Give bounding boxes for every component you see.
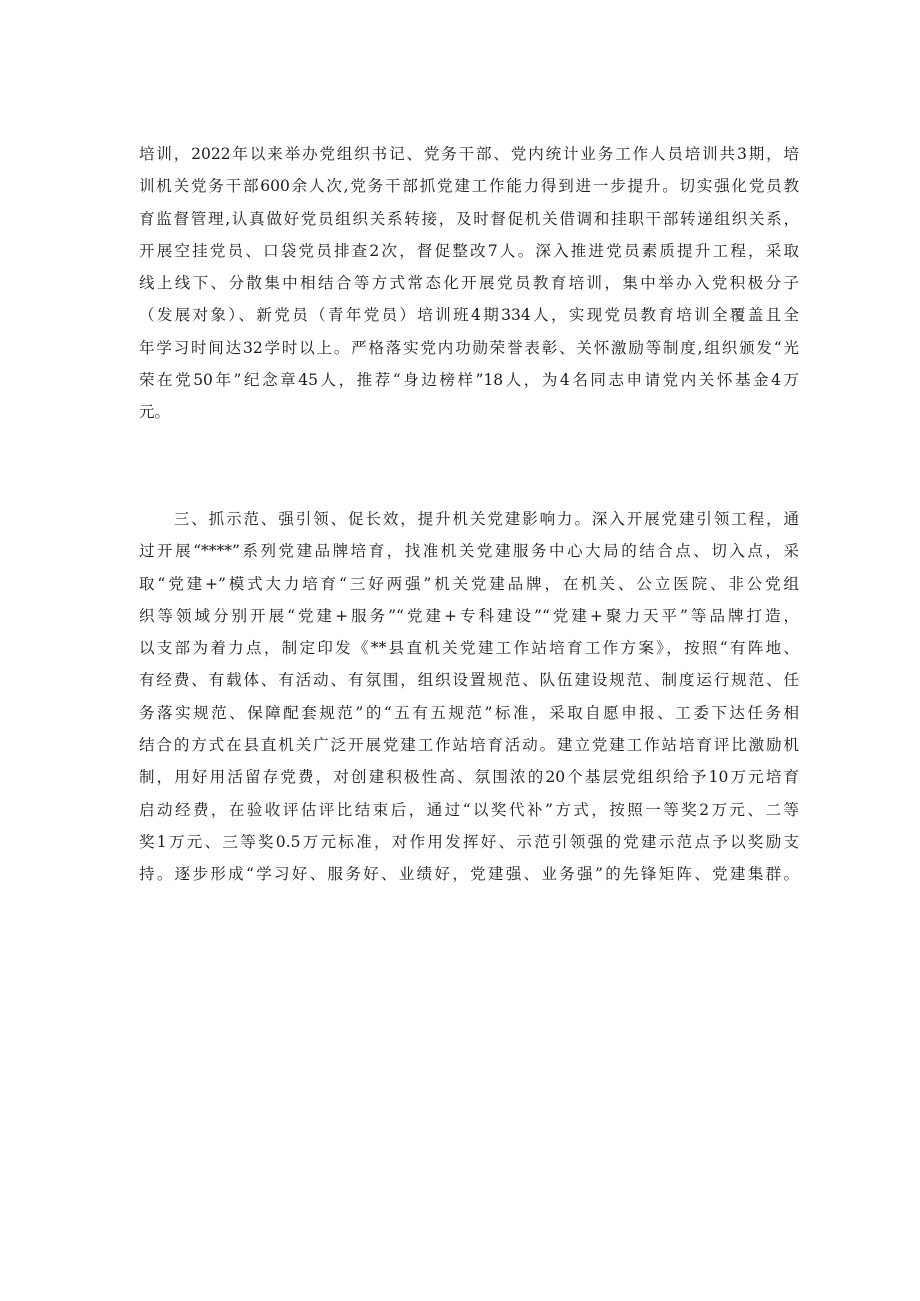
text-line: 务落实规范、保障配套规范”的“五有五规范”标准，采取自愿申报、工委下达任务相: [139, 703, 799, 722]
text-line: 开展空挂党员、口袋党员排查2次，督促整改7人。深入推进党员素质提升工程，采取: [139, 241, 799, 260]
text-line: 过开展“****”系列党建品牌培育，找准机关党建服务中心大局的结合点、切入点，采: [139, 542, 799, 561]
paragraph-party-member-education: [139, 138, 799, 429]
text-line: 有经费、有载体、有活动、有氛围，组织设置规范、队伍建设规范、制度运行规范、任: [139, 671, 799, 690]
text-line: 以支部为着力点，制定印发《**县直机关党建工作站培育工作方案》，按照“有阵地、: [139, 639, 799, 658]
text-line: 持。逐步形成“学习好、服务好、业绩好，党建强、业务强”的先锋矩阵、党建集群。: [139, 865, 799, 884]
text-line: 织等领域分别开展“党建+服务”“党建+专科建设”“党建+聚力天平”等品牌打造，: [139, 606, 799, 625]
text-line: 奖1万元、三等奖0.5万元标准，对作用发挥好、示范引领强的党建示范点予以奖励支: [139, 832, 799, 851]
text-line: 启动经费，在验收评估评比结束后，通过“以奖代补”方式，按照一等奖2万元、二等: [139, 800, 799, 819]
text-line: 培训，2022年以来举办党组织书记、党务干部、党内统计业务工作人员培训共3期，培: [139, 145, 799, 163]
text-line: 取“党建+”模式大力培育“三好两强”机关党建品牌，在机关、公立医院、非公党组: [139, 574, 799, 593]
section-heading-line: 三、抓示范、强引领、促长效，提升机关党建影响力。深入开展党建引领工程，通: [139, 510, 799, 528]
text-line: 线上线下、分散集中相结合等方式常态化开展党员教育培训，集中举办入党积极分子: [139, 274, 799, 293]
text-line: 育监督管理,认真做好党员组织关系转接，及时督促机关借调和挂职干部转递组织关系，: [139, 209, 799, 228]
text-line: 元。: [139, 403, 171, 422]
text-line: 年学习时间达32学时以上。严格落实党内功勋荣誉表彰、关怀激励等制度,组织颁发“光: [139, 338, 799, 357]
text-line: 训机关党务干部600余人次,党务干部抓党建工作能力得到进一步提升。切实强化党员教: [139, 177, 799, 196]
text-line: 结合的方式在县直机关广泛开展党建工作站培育活动。建立党建工作站培育评比激励机: [139, 736, 799, 755]
text-line: （发展对象）、新党员（青年党员）培训班4期334人，实现党员教育培训全覆盖且全: [139, 306, 799, 325]
paragraph-section-three: [139, 503, 799, 891]
text-line: 制，用好用活留存党费，对创建积极性高、氛围浓的20个基层党组织给予10万元培育: [139, 768, 799, 787]
text-line: 荣在党50年”纪念章45人，推荐“身边榜样”18人，为4名同志申请党内关怀基金4万: [139, 371, 799, 390]
